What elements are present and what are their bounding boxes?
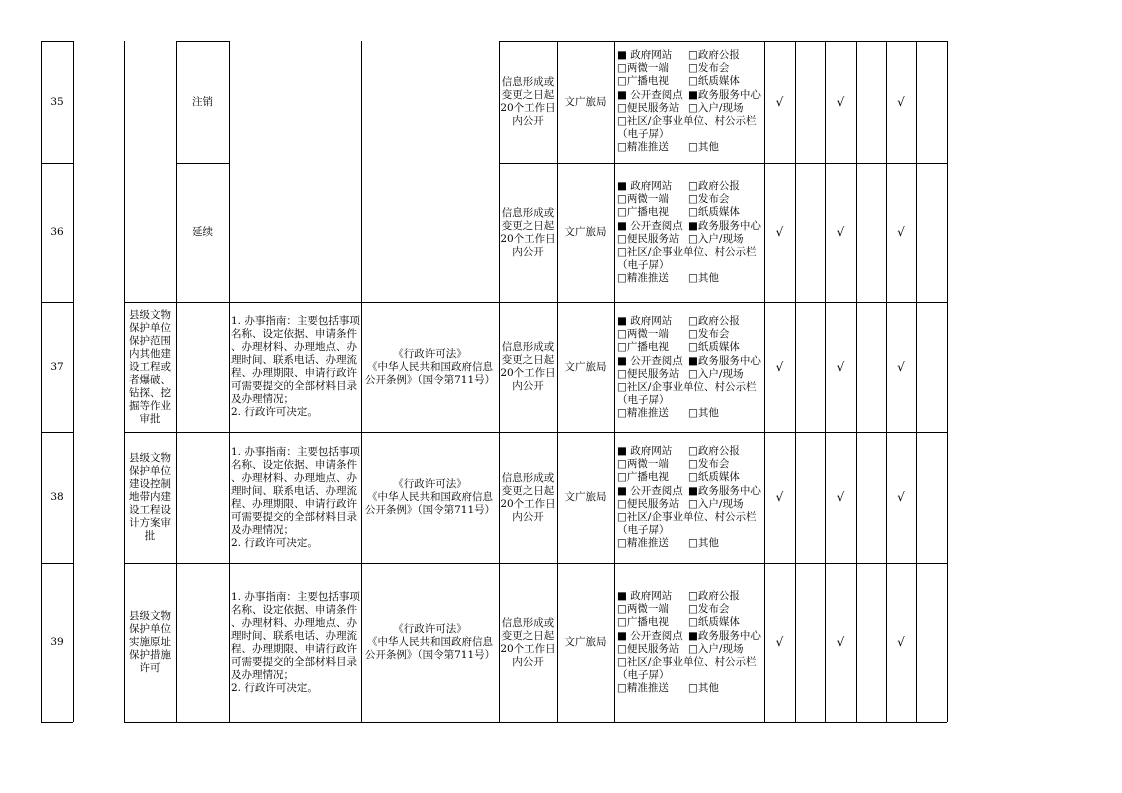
channel-on-site: □入户/现场 bbox=[688, 101, 744, 114]
channel-press-conference: □发布会 bbox=[688, 193, 730, 206]
disclosure-channels bbox=[617, 49, 765, 155]
channel-two-wei-one-duan: □两微一端 bbox=[617, 603, 669, 616]
disclosure-content: 1. 办事指南：主要包括事项 名称、设定依据、申请条件 、办理材料、办理地点、办 理时间、联系电话、办理流 程、办理期限、申请行政许 可需要提交的全部材料目录 及办理情况； 2. 行政许可决定。 bbox=[231, 590, 360, 694]
channel-print-media: □纸质媒体 bbox=[688, 206, 740, 219]
row-number: 38 bbox=[50, 491, 64, 503]
channel-service-station: □便民服务站 bbox=[617, 642, 680, 655]
row-border-bottom bbox=[124, 722, 947, 723]
channel-print-media: □纸质媒体 bbox=[688, 616, 740, 629]
check-mark: √ bbox=[897, 490, 905, 504]
col-border bbox=[73, 41, 74, 722]
channel-gov-gazette: □政府公报 bbox=[688, 590, 740, 602]
channel-gov-website: ■ 政府网站 bbox=[617, 315, 673, 327]
disclosure-content: 1. 办事指南：主要包括事项 名称、设定依据、申请条件 、办理材料、办理地点、办 理时间、联系电话、办理流 程、办理期限、申请行政许 可需要提交的全部材料目录 及办理情况； 2. 行政许可决定。 bbox=[231, 315, 360, 418]
disclosure-channels bbox=[617, 445, 765, 551]
row-number: 39 bbox=[50, 636, 64, 648]
channel-on-site: □入户/现场 bbox=[688, 367, 744, 380]
check-mark: √ bbox=[897, 225, 905, 239]
channel-press-conference: □发布会 bbox=[688, 603, 730, 616]
item-name: 县级文物 保护单位 保护范围 内其他建 设工程或 者爆破、 钻探、挖 掘等作业 审批 bbox=[129, 308, 171, 425]
channel-press-conference: □发布会 bbox=[688, 62, 730, 75]
channel-other: □其他 bbox=[688, 407, 719, 420]
row-number: 37 bbox=[50, 360, 64, 373]
channel-gov-gazette: □政府公报 bbox=[688, 180, 740, 192]
channel-gov-website: ■ 政府网站 bbox=[617, 180, 673, 192]
channel-print-media: □纸质媒体 bbox=[688, 75, 740, 88]
channel-gov-gazette: □政府公报 bbox=[688, 49, 740, 61]
disclosure-time: 信息形成或 变更之日起 20个工作日 内公开 bbox=[500, 471, 556, 523]
channel-e-screen: （电子屏） bbox=[617, 394, 670, 407]
channel-service-station: □便民服务站 bbox=[617, 367, 680, 380]
channel-service-center: ■政务服务中心 bbox=[688, 354, 761, 367]
channel-service-center: ■政务服务中心 bbox=[688, 88, 761, 101]
channel-bulletin-board: □社区/企事业单位、村公示栏 bbox=[617, 115, 757, 128]
col-border bbox=[916, 41, 917, 722]
channel-other: □其他 bbox=[688, 537, 719, 550]
channel-two-wei-one-duan: □两微一端 bbox=[617, 458, 669, 471]
disclosure-basis: 《行政许可法》 《中华人民共和国政府信息 公开条例》（国令第711号） bbox=[364, 623, 496, 661]
channel-press-conference: □发布会 bbox=[688, 458, 730, 471]
channel-bulletin-board: □社区/企事业单位、村公示栏 bbox=[617, 511, 757, 524]
channel-gov-website: ■ 政府网站 bbox=[617, 445, 673, 457]
channel-service-center: ■政务服务中心 bbox=[688, 484, 761, 497]
channel-e-screen: （电子屏） bbox=[617, 128, 670, 141]
channel-gov-website: ■ 政府网站 bbox=[617, 49, 673, 61]
col-border bbox=[947, 41, 948, 722]
check-mark: √ bbox=[836, 635, 845, 649]
channel-press-conference: □发布会 bbox=[688, 328, 730, 341]
item-name: 县级文物 保护单位 建设控制 地带内建 设工程设 计方案审 批 bbox=[129, 452, 171, 542]
check-mark: √ bbox=[836, 94, 845, 109]
disclosure-time: 信息形成或 变更之日起 20个工作日 内公开 bbox=[500, 616, 556, 668]
channel-on-site: □入户/现场 bbox=[688, 232, 744, 245]
channel-service-station: □便民服务站 bbox=[617, 232, 680, 245]
channel-two-wei-one-duan: □两微一端 bbox=[617, 328, 669, 341]
sub-item: 注销 bbox=[192, 95, 213, 108]
disclosure-basis: 《行政许可法》 《中华人民共和国政府信息 公开条例》（国令第711号） bbox=[364, 347, 496, 386]
disclosure-channels bbox=[617, 180, 765, 286]
channel-gov-website: ■ 政府网站 bbox=[617, 590, 673, 602]
channel-other: □其他 bbox=[688, 141, 719, 154]
channel-other: □其他 bbox=[688, 682, 719, 695]
channel-targeted-push: □精准推送 bbox=[617, 272, 669, 285]
row-number: 36 bbox=[50, 226, 64, 238]
channel-bulletin-board: □社区/企事业单位、村公示栏 bbox=[617, 381, 757, 394]
channel-reading-point: ■ 公开查阅点 bbox=[617, 88, 683, 101]
channel-broadcast-tv: □广播电视 bbox=[617, 616, 669, 629]
channel-two-wei-one-duan: □两微一端 bbox=[617, 62, 669, 75]
check-mark: √ bbox=[836, 490, 845, 504]
check-mark: √ bbox=[775, 490, 784, 504]
disclosure-time: 信息形成或 变更之日起 20个工作日 内公开 bbox=[500, 341, 556, 392]
disclosure-basis: 《行政许可法》 《中华人民共和国政府信息 公开条例》（国令第711号） bbox=[364, 478, 496, 516]
disclosure-subject: 文广旅局 bbox=[564, 491, 607, 503]
channel-two-wei-one-duan: □两微一端 bbox=[617, 193, 669, 206]
channel-service-station: □便民服务站 bbox=[617, 101, 680, 114]
check-mark: √ bbox=[897, 359, 905, 374]
channel-other: □其他 bbox=[688, 272, 719, 285]
channel-broadcast-tv: □广播电视 bbox=[617, 206, 669, 219]
channel-bulletin-board: □社区/企事业单位、村公示栏 bbox=[617, 246, 757, 259]
row-border-bottom bbox=[41, 722, 73, 723]
channel-targeted-push: □精准推送 bbox=[617, 407, 669, 420]
channel-broadcast-tv: □广播电视 bbox=[617, 341, 669, 354]
check-mark: √ bbox=[897, 94, 905, 109]
check-mark: √ bbox=[775, 359, 784, 374]
channel-broadcast-tv: □广播电视 bbox=[617, 75, 669, 88]
channel-targeted-push: □精准推送 bbox=[617, 682, 669, 695]
disclosure-subject: 文广旅局 bbox=[564, 226, 607, 238]
disclosure-time: 信息形成或 变更之日起 20个工作日 内公开 bbox=[500, 76, 556, 127]
channel-broadcast-tv: □广播电视 bbox=[617, 471, 669, 484]
channel-gov-gazette: □政府公报 bbox=[688, 315, 740, 327]
check-mark: √ bbox=[836, 225, 845, 239]
channel-on-site: □入户/现场 bbox=[688, 642, 744, 655]
disclosure-content: 1. 办事指南：主要包括事项 名称、设定依据、申请条件 、办理材料、办理地点、办 理时间、联系电话、办理流 程、办理期限、申请行政许 可需要提交的全部材料目录 及办理情况； 2. 行政许可决定。 bbox=[231, 445, 360, 549]
check-mark: √ bbox=[775, 225, 784, 239]
col-border bbox=[614, 41, 615, 722]
check-mark: √ bbox=[836, 359, 845, 374]
channel-e-screen: （电子屏） bbox=[617, 669, 670, 682]
disclosure-channels bbox=[617, 590, 765, 696]
channel-bulletin-board: □社区/企事业单位、村公示栏 bbox=[617, 656, 757, 669]
channel-e-screen: （电子屏） bbox=[617, 259, 670, 272]
disclosure-time: 信息形成或 变更之日起 20个工作日 内公开 bbox=[500, 206, 556, 258]
col-border bbox=[856, 41, 857, 722]
col-border bbox=[795, 41, 796, 722]
check-mark: √ bbox=[897, 635, 905, 649]
disclosure-subject: 文广旅局 bbox=[564, 360, 607, 373]
item-name: 县级文物 保护单位 实施原址 保护措施 许可 bbox=[129, 610, 171, 674]
channel-print-media: □纸质媒体 bbox=[688, 471, 740, 484]
channel-reading-point: ■ 公开查阅点 bbox=[617, 219, 683, 232]
channel-e-screen: （电子屏） bbox=[617, 524, 670, 537]
channel-targeted-push: □精准推送 bbox=[617, 537, 669, 550]
channel-reading-point: ■ 公开查阅点 bbox=[617, 484, 683, 497]
channel-on-site: □入户/现场 bbox=[688, 497, 744, 510]
sub-item: 延续 bbox=[192, 226, 213, 238]
channel-reading-point: ■ 公开查阅点 bbox=[617, 629, 683, 642]
channel-print-media: □纸质媒体 bbox=[688, 341, 740, 354]
disclosure-subject: 文广旅局 bbox=[564, 636, 607, 648]
check-mark: √ bbox=[775, 94, 784, 109]
channel-gov-gazette: □政府公报 bbox=[688, 445, 740, 457]
row-number: 35 bbox=[50, 95, 64, 108]
check-mark: √ bbox=[775, 635, 784, 649]
channel-service-center: ■政务服务中心 bbox=[688, 219, 761, 232]
disclosure-subject: 文广旅局 bbox=[564, 95, 607, 108]
channel-service-center: ■政务服务中心 bbox=[688, 629, 761, 642]
disclosure-channels bbox=[617, 315, 765, 421]
channel-targeted-push: □精准推送 bbox=[617, 141, 669, 154]
channel-service-station: □便民服务站 bbox=[617, 497, 680, 510]
channel-reading-point: ■ 公开查阅点 bbox=[617, 354, 683, 367]
col-border bbox=[229, 41, 230, 722]
